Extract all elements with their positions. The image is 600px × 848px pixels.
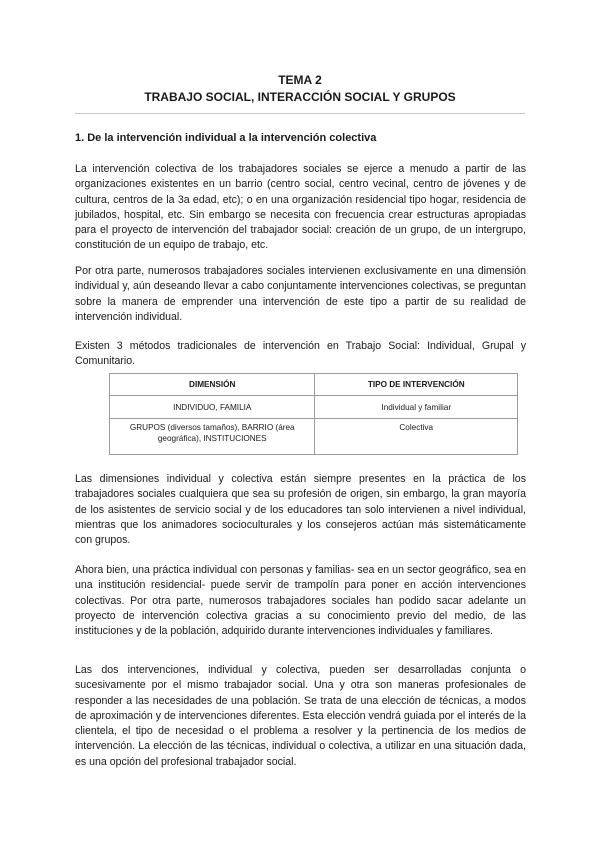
paragraph-2: Por otra parte, numerosos trabajadores sociales intervienen exclusivamente en una dimensión individual y, aún deseando llevar a cabo conjuntamente intervenciones colectivas, se preguntan sobre la manera de emprender una intervención de este tipo a partir de su realidad de intervención individual. <box>75 265 526 323</box>
table-cell: Colectiva <box>315 419 518 455</box>
table-row <box>110 396 518 419</box>
table-row <box>110 419 518 455</box>
intervention-table <box>109 373 518 455</box>
paragraph-5: Ahora bien, una práctica individual con personas y familias- sea en un sector geográfico, sea en una institución residencial- puede servir de trampolín para poner en acción intervenciones colectivas. Por otra parte, numerosos trabajadores sociales han podido sacar adelante un proyecto de intervención colectiva gracias a su conocimiento previo del medio, de las instituciones y de la población, adquirido durante intervenciones individuales y familiares. <box>75 564 526 638</box>
table-header-type: TIPO DE INTERVENCIÓN <box>315 374 518 396</box>
table-header-dimension: DIMENSIÓN <box>110 374 315 396</box>
table-cell: INDIVIDUO, FAMILIA <box>110 396 315 419</box>
paragraph-6: Las dos intervenciones, individual y colectiva, pueden ser desarrolladas conjunta o sucesivamente por el mismo trabajador social. Una y otra son maneras profesionales de responder a las necesidades de una población. Se trata de una elección de técnicas, a modos de aproximación y de intervenciones diferentes. Esta elección vendrá guiada por el interés de la clientela, el tipo de necesidad o el problema a resolver y la pertinencia de los medios de intervención. La elección de las técnicas, individual o colectiva, a utilizar en una situación dada, es una opción del profesional trabajador social. <box>75 664 526 768</box>
table-cell: GRUPOS (diversos tamaños), BARRIO (área geográfica), INSTITUCIONES <box>110 419 315 455</box>
table-cell: Individual y familiar <box>315 396 518 419</box>
title-divider <box>75 113 525 114</box>
page-title: TRABAJO SOCIAL, INTERACCIÓN SOCIAL Y GRUPOS <box>144 90 456 104</box>
table-header-row <box>110 374 518 396</box>
paragraph-1: La intervención colectiva de los trabajadores sociales se ejerce a menudo a partir de las organizaciones existentes en un barrio (centro social, centro vecinal, centro de jóvenes y de cultura, centros de la 3a edad, etc); o en una organización residencial tipo hogar, residencia de jubilados, hospital, etc. Sin embargo se necesita con frecuencia crear estructuras apropiadas para el proyecto de intervención del trabajador social: creación de un grupo, de un intergrupo, constitución de un equipo de trabajo, etc. <box>75 163 526 252</box>
topic-number: TEMA 2 <box>278 73 322 87</box>
paragraph-4: Las dimensiones individual y colectiva están siempre presentes en la práctica de los trabajadores sociales cualquiera que sea su profesión de origen, sin embargo, la gran mayoría de los asistentes de servicio social y de los educadores tan solo intervienen a nivel individual, mientras que los animadores socioculturales y los consejeros actúan más sistemáticamente con grupos. <box>75 473 526 547</box>
section-heading: 1. De la intervención individual a la intervención colectiva <box>75 132 377 144</box>
paragraph-3: Existen 3 métodos tradicionales de intervención en Trabajo Social: Individual, Grupal y Comunitario. <box>75 340 526 368</box>
